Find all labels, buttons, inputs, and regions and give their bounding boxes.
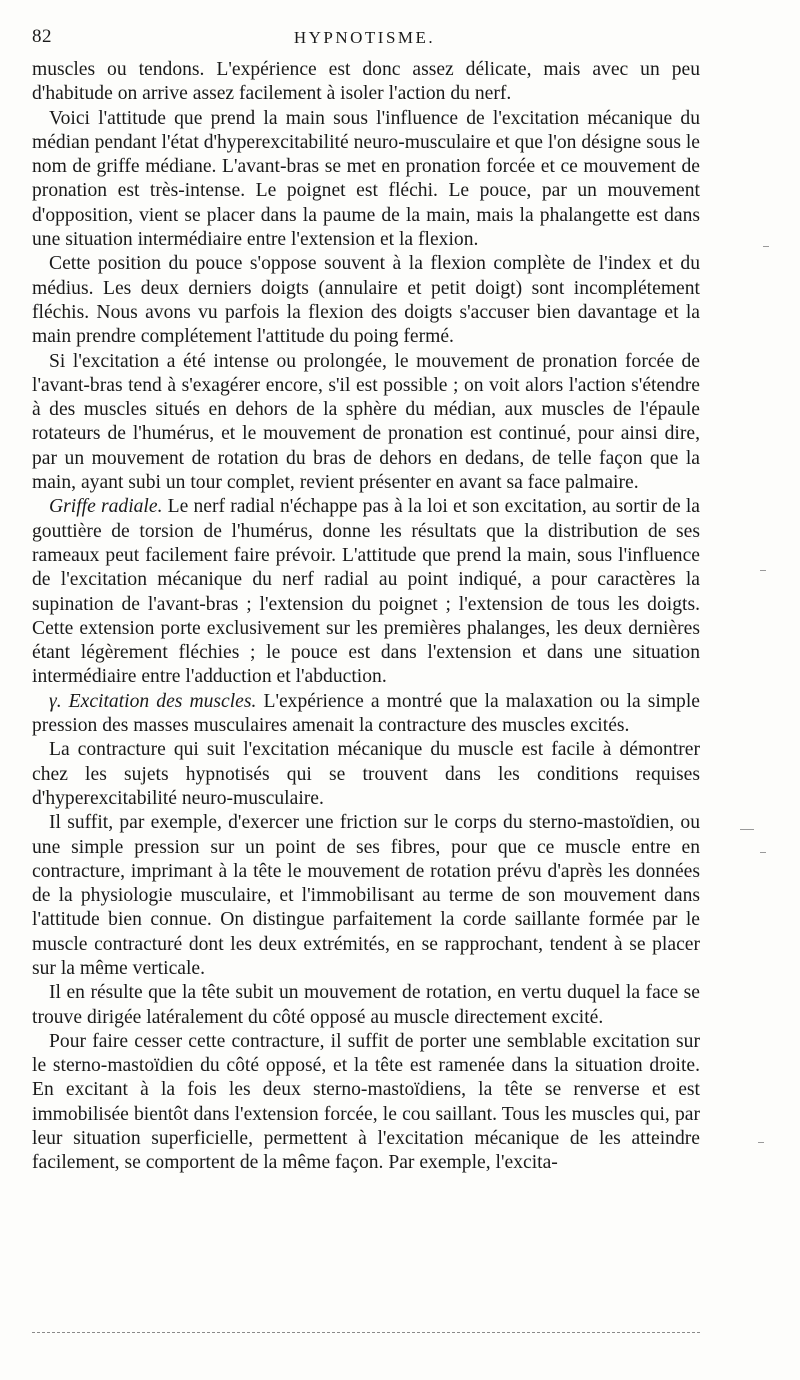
paragraph: Pour faire cesser cette contracture, il suffit de porter une semblable excitation sur le sterno-mastoïdien du côté opposé, et la tête est ramenée dans la situation droite. En excitant à la fois les deux sterno-mastoïdiens, la tête se renverse et est immobilisée bientôt dans l'extension forcée, le cou saillant. Tous les muscles qui, par leur situation superficielle, permettent à l'excitation mécanique de les atteindre facilement, se comportent de la même façon. Par exemple, l'excita- bbox=[32, 1030, 700, 1174]
paragraph: muscles ou tendons. L'expérience est donc assez délicate, mais avec un peu d'habitude on arrive assez facilement à isoler l'action du nerf. bbox=[32, 59, 700, 105]
section-lead: Griffe radiale. bbox=[49, 496, 163, 518]
paragraph: Il suffit, par exemple, d'exercer une friction sur le corps du sterno-mastoïdien, ou une simple pression sur un point de ses fibres, pour que ce muscle entre en contracture, imprimant à la tête le mouvement de rotation prévu d'après les données de la physiologie musculaire, et l'immobilisant au terme de son mouvement dans l'attitude bien connue. On distingue parfaitement la corde saillante formée par le muscle contracturé dont les deux extrémités, en se rapprochant, tendent à se placer sur la même verticale. bbox=[32, 812, 700, 979]
paragraph: Il en résulte que la tête subit un mouvement de rotation, en vertu duquel la face se trouve dirigée latéralement du côté opposé au muscle directement excité. bbox=[32, 982, 700, 1028]
body-text bbox=[32, 58, 700, 1176]
margin-mark bbox=[760, 852, 766, 853]
paragraph: Si l'excitation a été intense ou prolongée, le mouvement de pronation forcée de l'avant-bras tend à s'exagérer encore, s'il est possible ; on voit alors l'action s'étendre à des muscles situés en dehors de la sphère du médian, aux muscles de l'épaule rotateurs de l'humérus, et le mouvement de pronation est continué, pour ainsi dire, par un mouvement de rotation du bras de dehors en dedans, de telle façon que la main, ayant subi un tour complet, revient présenter en avant sa face palmaire. bbox=[32, 350, 700, 494]
margin-mark bbox=[758, 1142, 764, 1143]
margin-mark bbox=[740, 829, 754, 830]
paragraph: γ. Excitation des muscles. L'expérience a montré que la malaxation ou la simple pression des masses musculaires amenait la contracture des muscles excités. bbox=[32, 690, 700, 737]
page-number: 82 bbox=[32, 26, 52, 47]
paragraph: Griffe radiale. Le nerf radial n'échappe pas à la loi et son excitation, au sortir de la gouttière de torsion de l'humérus, donne les résultats que la distribution de ses rameaux peut facilement faire prévoir. L'attitude que prend la main, sous l'influence de l'excitation mécanique du nerf radial au point indiqué, a pour caractères la supination de l'avant-bras ; l'extension du poignet ; l'extension de tous les doigts. Cette extension porte exclusivement sur les premières phalanges, les deux dernières étant légèrement fléchies ; le pouce est dans l'extension et dans une situation intermédiaire entre l'adduction et l'abduction. bbox=[32, 496, 701, 688]
running-head: HYPNOTISME. bbox=[293, 28, 436, 47]
margin-mark bbox=[763, 246, 769, 247]
page-header bbox=[32, 26, 697, 52]
paragraph: La contracture qui suit l'excitation mécanique du muscle est facile à démontrer chez les sujets hypnotisés qui se trouvent dans les conditions requises d'hyperexcitabilité neuro-musculaire. bbox=[32, 739, 700, 809]
paragraph: Cette position du pouce s'oppose souvent à la flexion complète de l'index et du médius. Les deux derniers doigts (annulaire et petit doigt) sont incomplétement fléchis. Nous avons vu parfois la flexion des doigts s'accuser bien davantage et la main prendre complétement l'attitude du poing fermé. bbox=[32, 253, 700, 348]
section-lead: γ. Excitation des muscles. bbox=[49, 690, 257, 712]
footer-rule bbox=[32, 1332, 700, 1333]
paragraph: Voici l'attitude que prend la main sous l'influence de l'excitation mécanique du médian pendant l'état d'hyperexcitabilité neuro-musculaire et que l'on désigne sous le nom de griffe médiane. L'avant-bras se met en pronation forcée et ce mouvement de pronation est très-intense. Le poignet est fléchi. Le pouce, par un mouvement d'opposition, vient se placer dans la paume de la main, mais la phalangette est dans une situation intermédiaire entre l'extension et la flexion. bbox=[32, 107, 700, 251]
margin-mark bbox=[760, 570, 766, 571]
